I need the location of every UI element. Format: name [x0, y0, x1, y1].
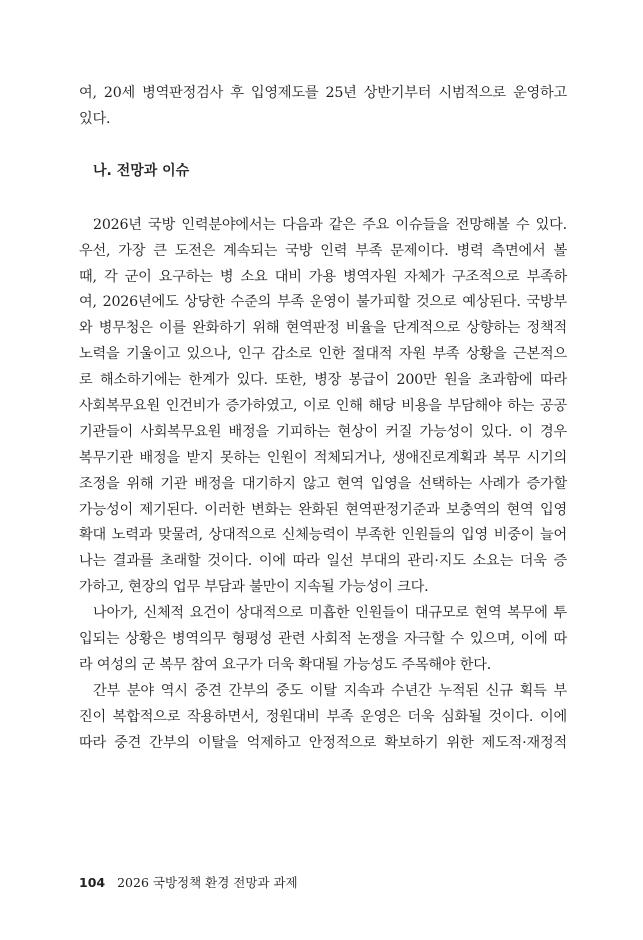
text-line: 와 병무청은 이를 완화하기 위해 현역판정 비율을 단계적으로 상향하는 정책적	[79, 320, 567, 337]
text-line: 간부 분야 역시 중견 간부의 중도 이탈 지속과 수년간 누적된 신규 획득 부	[93, 682, 567, 699]
paragraph	[79, 682, 567, 760]
text-line: 나는 결과를 초래할 것이다. 이에 따라 일선 부대의 관리·지도 소요는 더욱 증	[79, 553, 567, 570]
page-body	[79, 84, 567, 759]
text-line: 가하고, 현장의 업무 부담과 불만이 지속될 가능성이 크다.	[79, 579, 429, 596]
paragraph	[79, 216, 567, 604]
text-line: 진이 복합적으로 작용하면서, 정원대비 부족 운영은 더욱 심화될 것이다. 이에	[79, 708, 567, 725]
text-line: 때, 각 군이 요구하는 병 소요 대비 가용 병역자원 자체가 구조적으로 부족하	[79, 268, 567, 285]
running-title: 2026 국방정책 환경 전망과 과제	[117, 875, 298, 890]
text-line: 2026년 국방 인력분야에서는 다음과 같은 주요 이슈들을 전망해볼 수 있다.	[93, 216, 567, 233]
text-line: 확대 노력과 맞물려, 상대적으로 신체능력이 부족한 인원들의 입영 비중이 늘어	[79, 527, 567, 544]
page-number: 104	[79, 875, 106, 890]
text-line: 나아가, 신체적 요건이 상대적으로 미흡한 인원들이 대규모로 현역 복무에 투	[93, 605, 567, 622]
text-line: 복무기관 배정을 받지 못하는 인원이 적체되거나, 생애진로계획과 복무 시기의	[79, 449, 567, 466]
text-line: 우선, 가장 큰 도전은 계속되는 국방 인력 부족 문제이다. 병력 측면에서 볼	[79, 242, 567, 259]
body-paragraphs	[79, 216, 567, 760]
text-line: 가능성이 제기된다. 이러한 변화는 완화된 현역판정기준과 보충역의 현역 입영	[79, 501, 567, 518]
text-line: 있다.	[79, 110, 111, 127]
text-line: 여, 20세 병역판정검사 후 입영제도를 25년 상반기부터 시범적으로 운영하고	[79, 85, 567, 101]
section-heading: 나. 전망과 이슈	[93, 162, 190, 179]
text-line: 사회복무요원 인건비가 증가하였고, 이로 인해 해당 비용을 부담해야 하는 공공	[79, 398, 567, 415]
text-line: 라 여성의 군 복무 참여 요구가 더욱 확대될 가능성도 주목해야 한다.	[79, 656, 492, 673]
text-line: 따라 중견 간부의 이탈을 억제하고 안정적으로 확보하기 위한 제도적·재정적	[79, 734, 567, 751]
intro-paragraph	[79, 84, 567, 136]
paragraph	[79, 604, 567, 682]
text-line: 여, 2026년에도 상당한 수준의 부족 운영이 불가피할 것으로 예상된다. 국방부	[79, 294, 567, 311]
text-line: 로 해소하기에는 한계가 있다. 또한, 병장 봉급이 200만 원을 초과함에 따라	[79, 372, 567, 389]
text-line: 조정을 위해 기관 배정을 대기하지 않고 현역 입영을 선택하는 사례가 증가할	[79, 475, 567, 492]
text-line: 입되는 상황은 병역의무 형평성 관련 사회적 논쟁을 자극할 수 있으며, 이에 따	[79, 631, 567, 648]
text-line: 노력을 기울이고 있으나, 인구 감소로 인한 절대적 자원 부족 상황을 근본적으	[79, 346, 567, 363]
page-footer	[79, 873, 298, 891]
text-line: 기관들이 사회복무요원 배정을 기피하는 현상이 커질 가능성이 있다. 이 경우	[79, 423, 567, 440]
